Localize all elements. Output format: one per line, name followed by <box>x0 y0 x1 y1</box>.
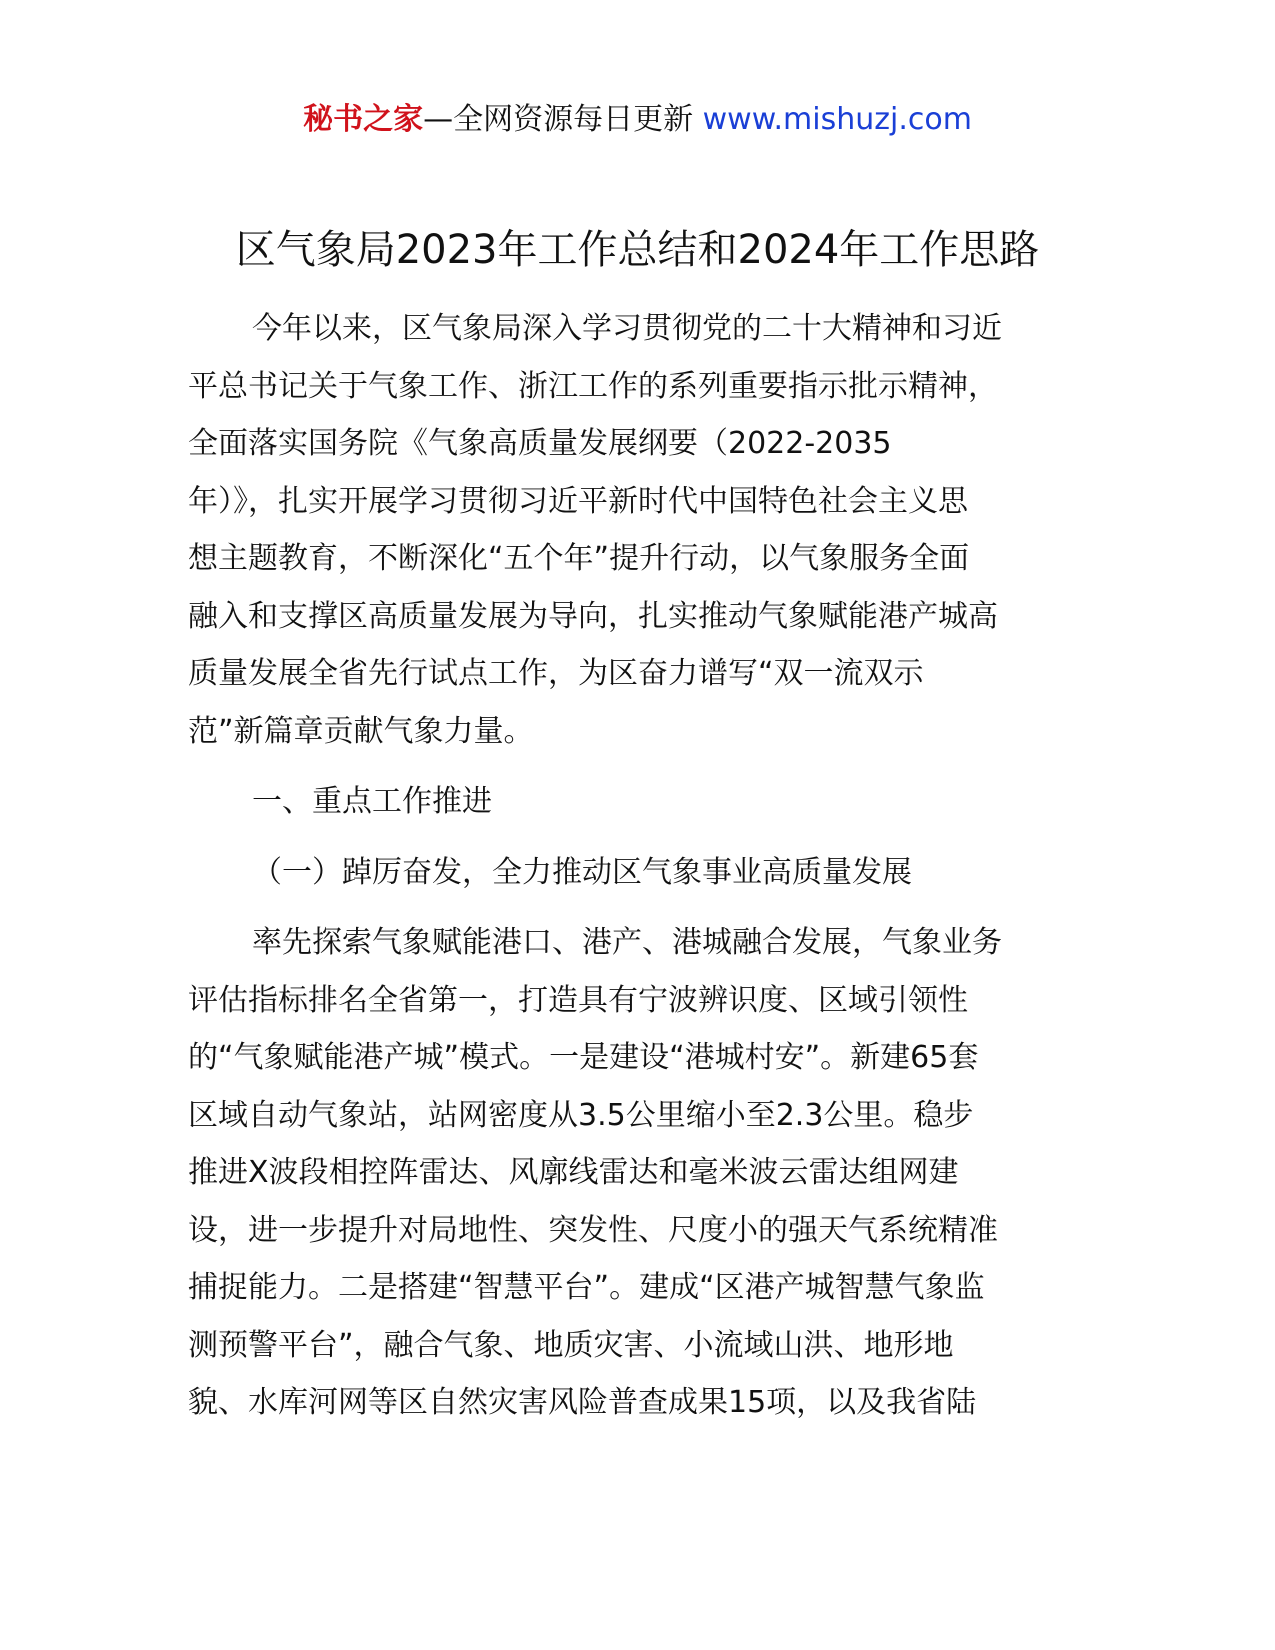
paragraph-line: 设，进一步提升对局地性、突发性、尺度小的强天气系统精准 <box>188 1212 998 1248</box>
paragraph-line: 捕捉能力。二是搭建“智慧平台”。建成“区港产城智慧气象监 <box>188 1270 985 1305</box>
intro-line: 全面落实国务院《气象高质量发展纲要（2022-2035 <box>188 426 892 461</box>
document-title: 区气象局2023年工作总结和2024年工作思路 <box>235 227 1040 273</box>
intro-line: 质量发展全省先行试点工作，为区奋力谱写“双一流双示 <box>188 656 924 691</box>
paragraph-line: 貌、水库河网等区自然灾害风险普查成果15项，以及我省陆 <box>188 1385 977 1420</box>
brand-name: 秘书之家 <box>303 102 424 137</box>
site-header <box>0 100 1275 140</box>
intro-line: 想主题教育，不断深化“五个年”提升行动，以气象服务全面 <box>188 541 970 576</box>
paragraph-line: 评估指标排名全省第一，打造具有宁波辨识度、区域引领性 <box>188 982 968 1018</box>
paragraph-line: 推进X波段相控阵雷达、风廓线雷达和毫米波云雷达组网建 <box>188 1155 959 1190</box>
paragraph-line: 的“气象赋能港产城”模式。一是建设“港城村安”。新建65套 <box>188 1040 979 1075</box>
document-body <box>188 300 1088 1432</box>
intro-line: 今年以来，区气象局深入学习贯彻党的二十大精神和习近 <box>252 311 1002 346</box>
intro-line: 平总书记关于气象工作、浙江工作的系列重要指示批示精神， <box>188 368 998 404</box>
header-tagline: —全网资源每日更新 <box>423 102 694 137</box>
intro-line: 年）》，扎实开展学习贯彻习近平新时代中国特色社会主义思 <box>188 483 968 519</box>
intro-line: 融入和支撑区高质量发展为导向，扎实推动气象赋能港产城高 <box>188 598 998 634</box>
site-url-link[interactable]: www.mishuzj.com <box>702 102 972 137</box>
intro-line: 范”新篇章贡献气象力量。 <box>188 713 534 749</box>
section-heading: 一、重点工作推进 <box>252 784 492 819</box>
subsection-heading: （一）踔厉奋发，全力推动区气象事业高质量发展 <box>252 854 912 890</box>
paragraph-line: 测预警平台”，融合气象、地质灾害、小流域山洪、地形地 <box>188 1327 954 1363</box>
paragraph-line: 区域自动气象站，站网密度从3.5公里缩小至2.3公里。稳步 <box>188 1097 974 1133</box>
paragraph-line: 率先探索气象赋能港口、港产、港城融合发展，气象业务 <box>252 925 1002 960</box>
